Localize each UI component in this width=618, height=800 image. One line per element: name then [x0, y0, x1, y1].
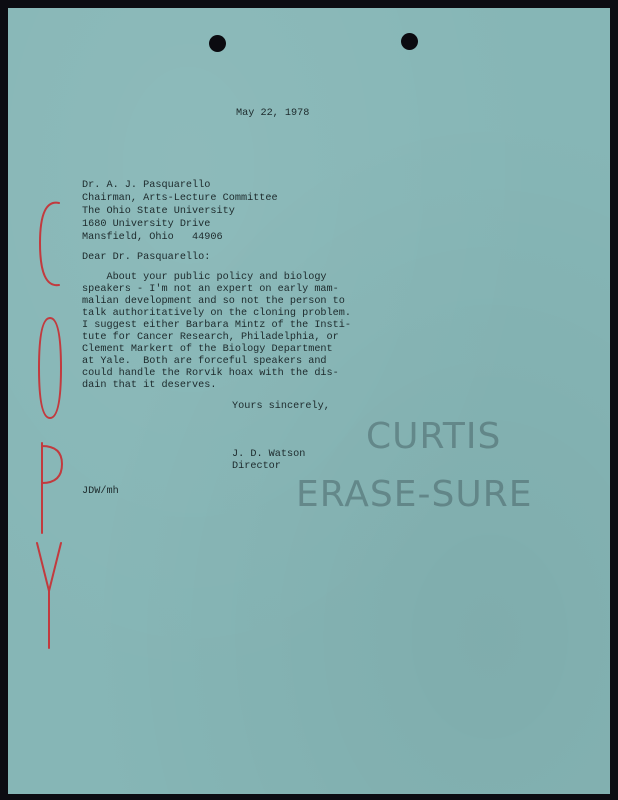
signer-title: Director: [232, 461, 281, 472]
binder-hole-right: [401, 33, 418, 50]
address-line: 1680 University Drive: [82, 219, 211, 230]
binder-hole-left: [209, 35, 226, 52]
body-line: malian development and so not the person to: [82, 296, 345, 307]
body-line: dain that it deserves.: [82, 380, 217, 391]
copy-letter-y: [37, 543, 61, 648]
signer-name: J. D. Watson: [232, 449, 306, 460]
typist-initials: JDW/mh: [82, 486, 119, 497]
address-line: Mansfield, Ohio 44906: [82, 232, 223, 243]
address-line: The Ohio State University: [82, 206, 235, 217]
closing: Yours sincerely,: [232, 401, 330, 412]
letter-sheet: [8, 8, 610, 794]
watermark-line1: CURTIS: [366, 416, 502, 457]
letter-date: May 22, 1978: [236, 108, 310, 119]
watermark-line2: ERASE-SURE: [296, 474, 533, 515]
copy-letter-p: [42, 443, 62, 533]
body-line: could handle the Rorvik hoax with the dis-: [82, 368, 339, 379]
copy-letter-o: [39, 318, 61, 418]
copy-stamp: [32, 193, 72, 653]
body-line: About your public policy and biology: [82, 272, 327, 283]
body-line: tute for Cancer Research, Philadelphia, or: [82, 332, 339, 343]
body-line: I suggest either Barbara Mintz of the Insti-: [82, 320, 351, 331]
address-line: Dr. A. J. Pasquarello: [82, 180, 211, 191]
body-line: talk authoritatively on the cloning problem.: [82, 308, 351, 319]
address-line: Chairman, Arts-Lecture Committee: [82, 193, 278, 204]
body-line: at Yale. Both are forceful speakers and: [82, 356, 327, 367]
body-line: Clement Markert of the Biology Department: [82, 344, 333, 355]
copy-letter-c: [40, 203, 59, 286]
salutation: Dear Dr. Pasquarello:: [82, 252, 211, 263]
body-line: speakers - I'm not an expert on early mam-: [82, 284, 339, 295]
